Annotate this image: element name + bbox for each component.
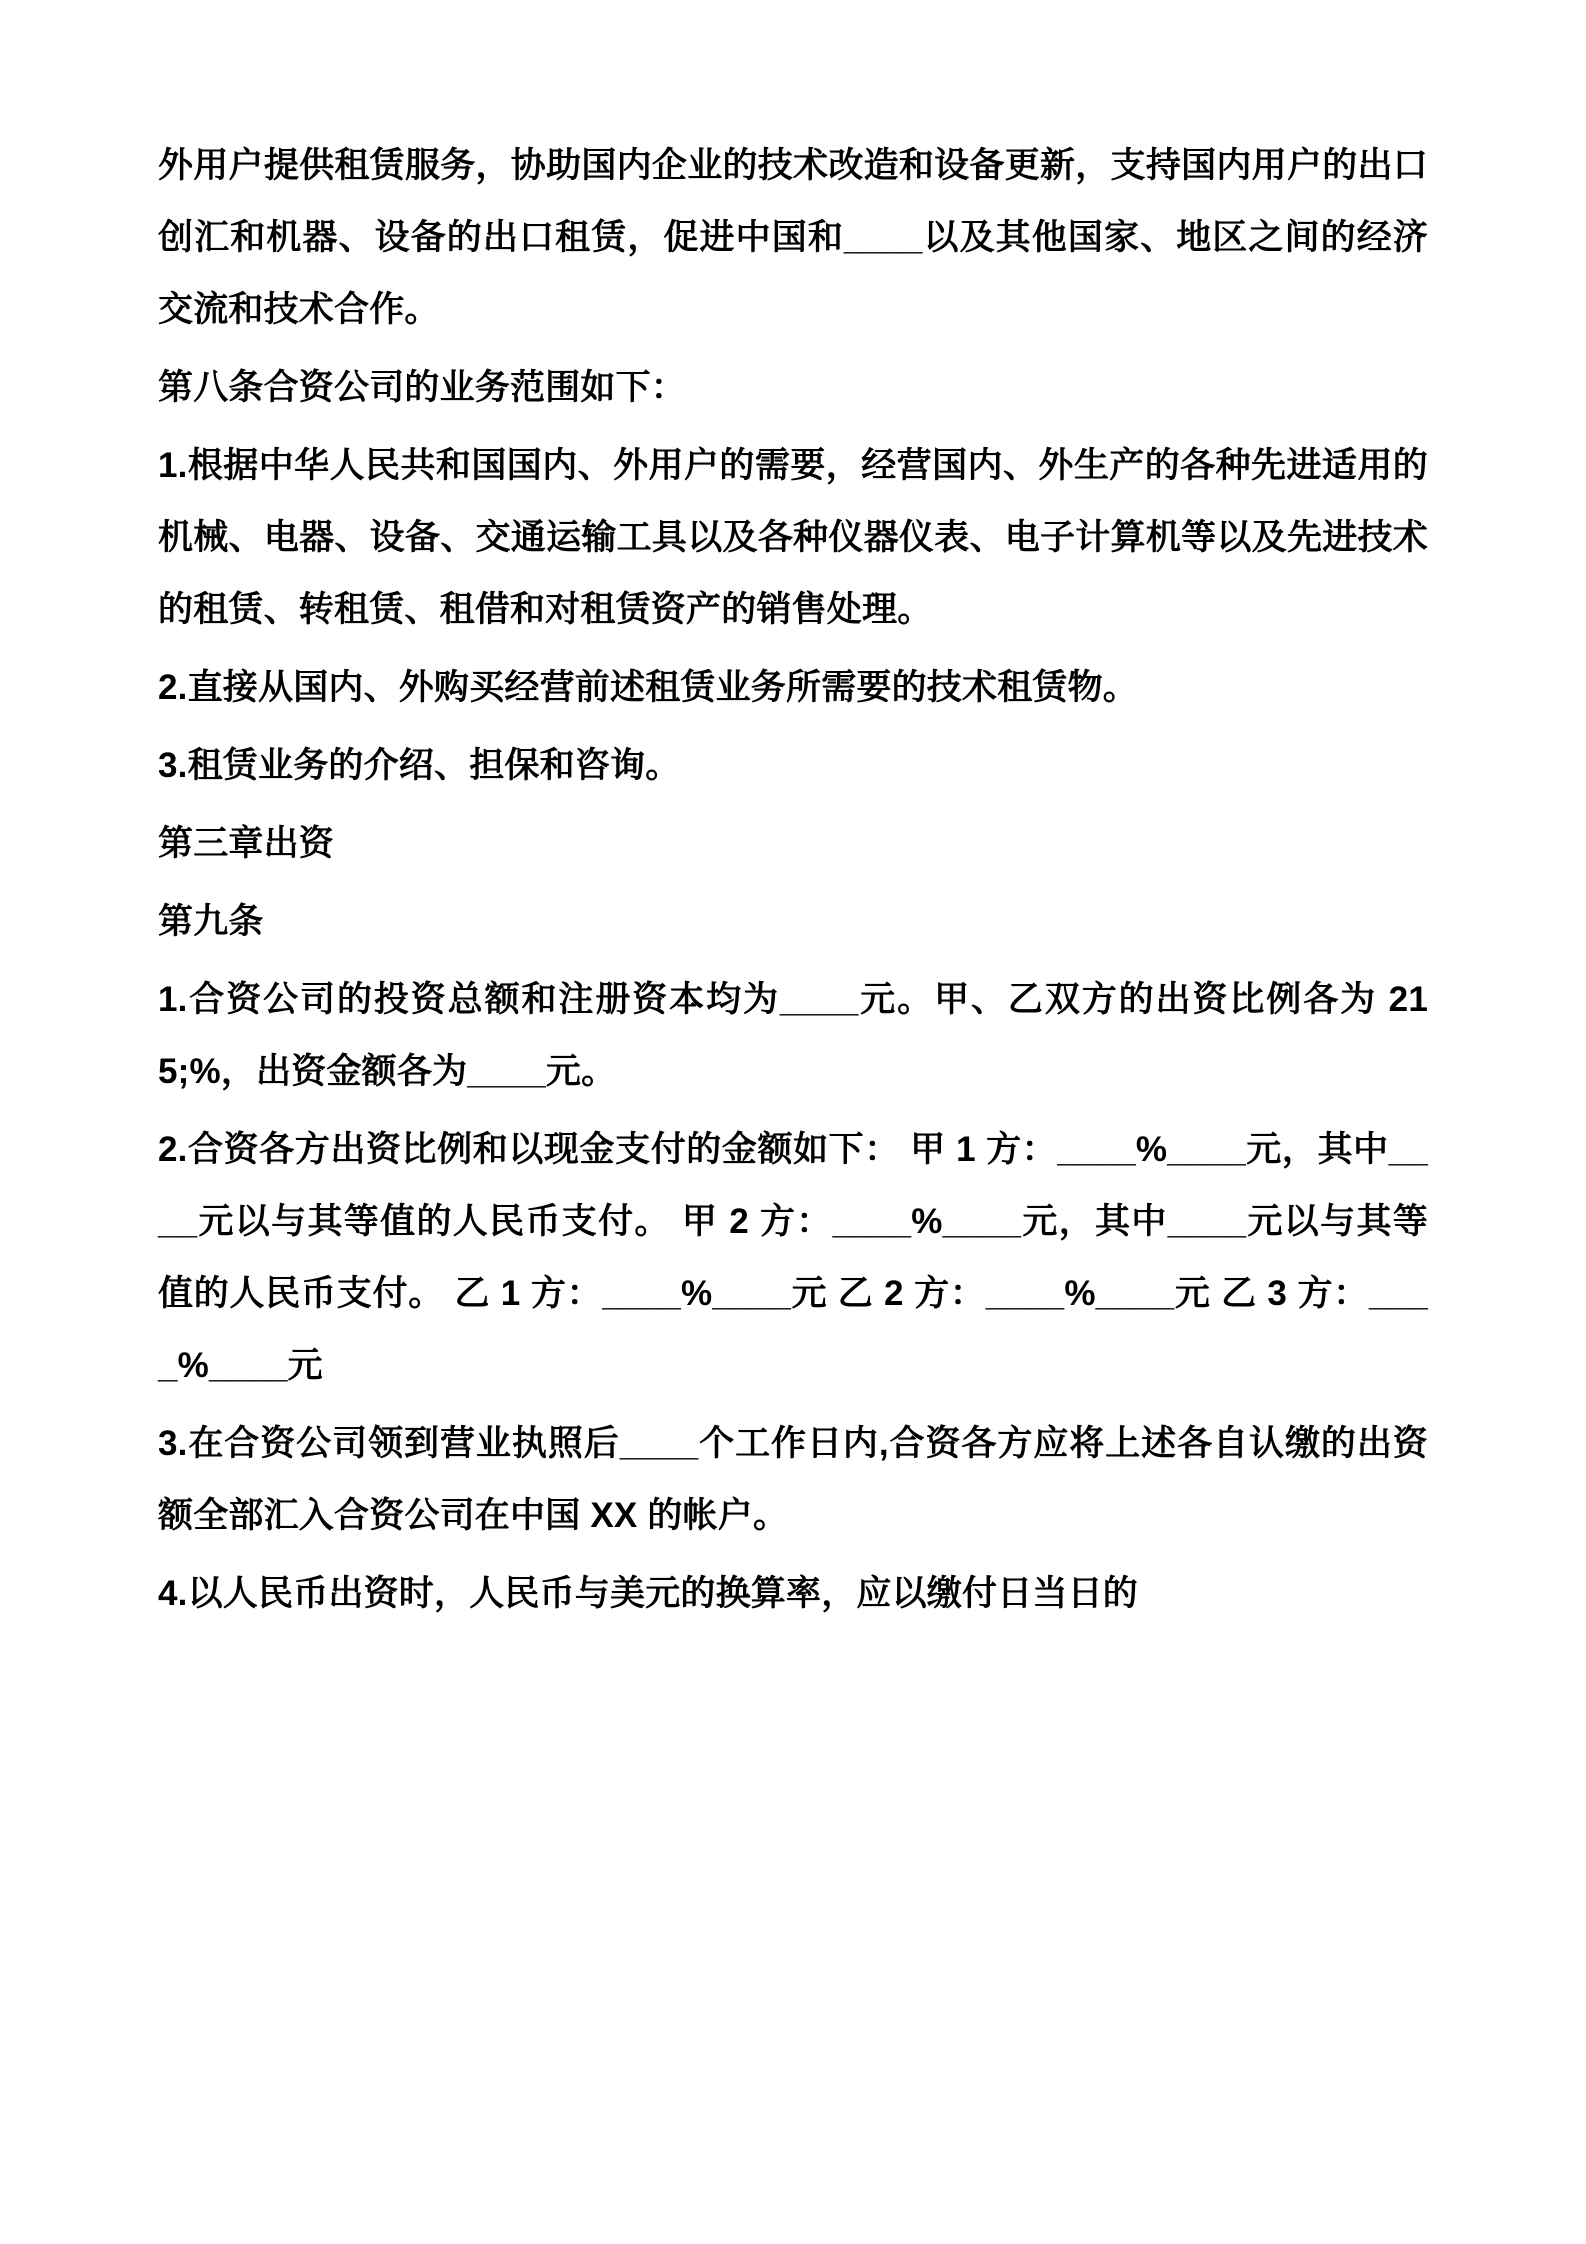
paragraph-heading-article-9: 第九条	[158, 902, 264, 941]
paragraph: 1.合资公司的投资总额和注册资本均为____元。甲、乙双方的出资比例各为 215;%，出资金额各为____元。	[158, 980, 1428, 1091]
paragraph: 2.直接从国内、外购买经营前述租赁业务所需要的技术租赁物。	[158, 668, 1138, 707]
paragraph-heading-chapter-3: 第三章出资	[158, 824, 335, 863]
paragraph: 1.根据中华人民共和国国内、外用户的需要，经营国内、外生产的各种先进适用的机械、电器、设备、交通运输工具以及各种仪器仪表、电子计算机等以及先进技术的租赁、转租赁、租借和对租赁资产的销售处理。	[158, 446, 1428, 629]
paragraph: 3.在合资公司领到营业执照后____个工作日内,合资各方应将上述各自认缴的出资额全部汇入合资公司在中国 XX 的帐户。	[158, 1424, 1428, 1535]
document-body	[158, 130, 1428, 1630]
paragraph: 4.以人民币出资时，人民币与美元的换算率，应以缴付日当日的	[158, 1574, 1138, 1613]
paragraph-heading-article-8: 第八条合资公司的业务范围如下：	[158, 368, 687, 407]
paragraph: 2.合资各方出资比例和以现金支付的金额如下： 甲 1 方：____%____元，其中____元以与其等值的人民币支付。 甲 2 方：____%____元，其中____元以与其等值的人民币支付。 乙 1 方：____%____元 乙 2 方：____%____元 乙 3 方：____%____元	[158, 1130, 1428, 1385]
paragraph: 3.租赁业务的介绍、担保和咨询。	[158, 746, 681, 785]
paragraph: 外用户提供租赁服务，协助国内企业的技术改造和设备更新，支持国内用户的出口创汇和机器、设备的出口租赁，促进中国和____以及其他国家、地区之间的经济交流和技术合作。	[158, 146, 1428, 329]
